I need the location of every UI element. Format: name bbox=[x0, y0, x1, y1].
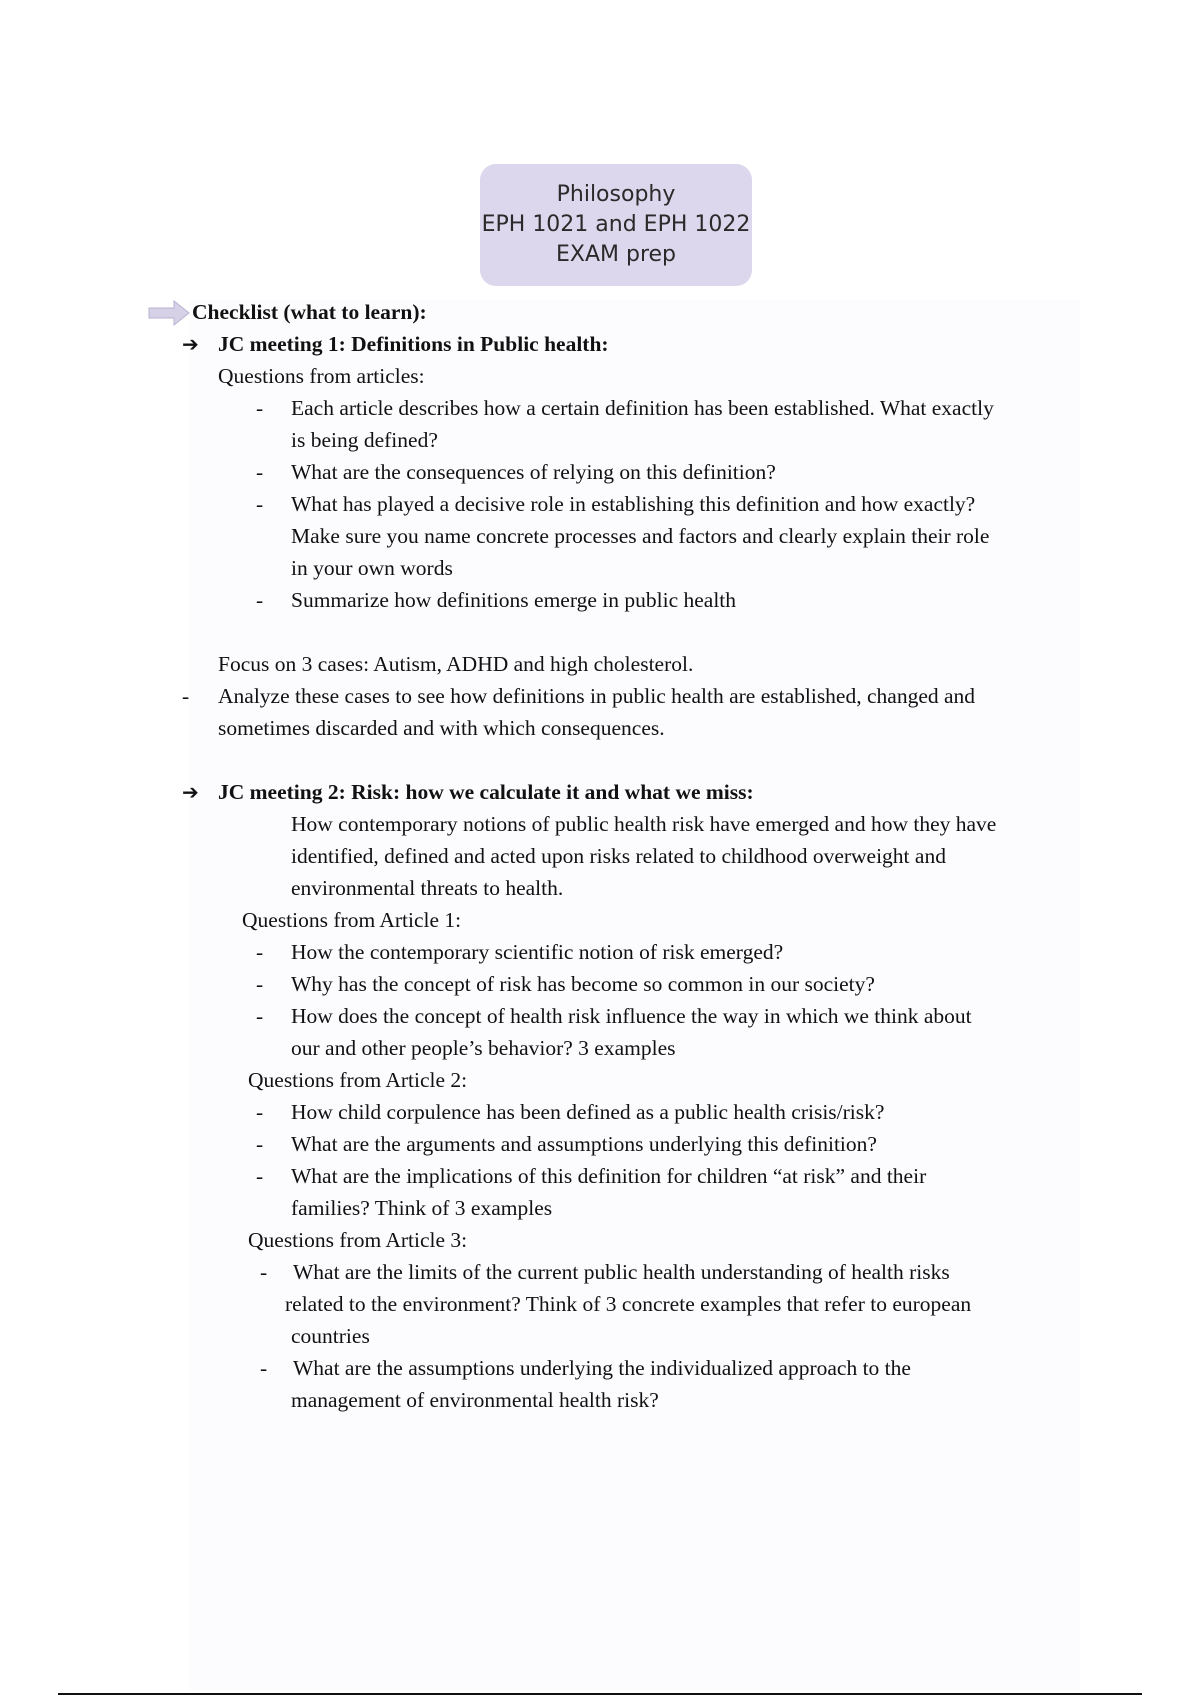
list-item-continuation: related to the environment? Think of 3 concrete examples that refer to european bbox=[285, 1292, 972, 1316]
list-item-text: What are the consequences of relying on this definition? bbox=[291, 460, 776, 484]
bullet-dash: - bbox=[256, 1164, 264, 1188]
checklist-heading-row bbox=[0, 296, 1200, 328]
bullet-dash: - bbox=[256, 460, 264, 484]
title-box bbox=[480, 164, 752, 286]
spacer bbox=[0, 616, 1200, 648]
document-body bbox=[0, 296, 1200, 1416]
list-item bbox=[0, 1128, 1200, 1160]
list-item-text: Analyze these cases to see how definitions in public health are established, changed and bbox=[218, 684, 976, 708]
list-item-continuation: families? Think of 3 examples bbox=[291, 1196, 553, 1220]
list-item-text: What are the limits of the current public health understanding of health risks bbox=[293, 1260, 950, 1284]
list-item-text: How child corpulence has been defined as a public health crisis/risk? bbox=[291, 1100, 885, 1124]
meeting2-heading: JC meeting 2: Risk: how we calculate it and what we miss: bbox=[218, 780, 754, 804]
title-courses: EPH 1021 and EPH 1022 bbox=[481, 212, 751, 237]
article3-label: Questions from Article 3: bbox=[248, 1228, 468, 1252]
article2-label: Questions from Article 2: bbox=[248, 1068, 468, 1092]
list-item-text: What are the implications of this definition for children “at risk” and their bbox=[291, 1164, 927, 1188]
bullet-dash: - bbox=[256, 940, 264, 964]
meeting2-intro: environmental threats to health. bbox=[291, 876, 564, 900]
meeting1-questions-label: Questions from articles: bbox=[218, 364, 425, 388]
list-item-continuation: is being defined? bbox=[291, 428, 438, 452]
list-item bbox=[0, 456, 1200, 488]
bullet-dash: - bbox=[256, 396, 264, 420]
list-item bbox=[0, 1000, 1200, 1032]
bullet-dash: - bbox=[182, 684, 190, 708]
list-item bbox=[0, 1352, 1200, 1384]
list-item-text: What are the arguments and assumptions underlying this definition? bbox=[291, 1132, 877, 1156]
list-item bbox=[0, 1160, 1200, 1192]
bullet-dash: - bbox=[256, 1100, 264, 1124]
bullet-dash: - bbox=[260, 1260, 268, 1284]
bullet-dash: - bbox=[256, 972, 264, 996]
meeting2-marker-icon: ➔ bbox=[182, 780, 199, 804]
arrow-right-icon bbox=[148, 300, 190, 326]
list-item-continuation: management of environmental health risk? bbox=[291, 1388, 659, 1412]
list-item-text: Summarize how definitions emerge in public health bbox=[291, 588, 737, 612]
title-subject: Philosophy bbox=[556, 182, 676, 207]
meeting1-heading: JC meeting 1: Definitions in Public health: bbox=[218, 332, 609, 356]
list-item-continuation: in your own words bbox=[291, 556, 453, 580]
bullet-dash: - bbox=[256, 492, 264, 516]
list-item-text: How does the concept of health risk influence the way in which we think about bbox=[291, 1004, 972, 1028]
bullet-dash: - bbox=[260, 1356, 268, 1380]
list-item-continuation: sometimes discarded and with which consequences. bbox=[218, 716, 665, 740]
spacer bbox=[0, 744, 1200, 776]
bullet-dash: - bbox=[256, 1132, 264, 1156]
article1-label: Questions from Article 1: bbox=[242, 908, 462, 932]
list-item bbox=[0, 936, 1200, 968]
list-item bbox=[0, 584, 1200, 616]
list-item-text: How the contemporary scientific notion of risk emerged? bbox=[291, 940, 784, 964]
list-item-text: Each article describes how a certain definition has been established. What exactly bbox=[291, 396, 994, 420]
list-item bbox=[0, 392, 1200, 424]
list-item bbox=[0, 1096, 1200, 1128]
list-item bbox=[0, 1256, 1200, 1288]
list-item-text: Why has the concept of risk has become so common in our society? bbox=[291, 972, 875, 996]
meeting1-marker-icon: ➔ bbox=[182, 332, 199, 356]
list-item-text: What has played a decisive role in establishing this definition and how exactly? bbox=[291, 492, 976, 516]
list-item-text: What are the assumptions underlying the individualized approach to the bbox=[293, 1356, 911, 1380]
list-item-continuation: countries bbox=[291, 1324, 370, 1348]
bullet-dash: - bbox=[256, 1004, 264, 1028]
bottom-divider bbox=[58, 1693, 1142, 1695]
list-item bbox=[0, 680, 1200, 712]
checklist-heading: Checklist (what to learn): bbox=[192, 300, 427, 324]
meeting2-heading-row bbox=[0, 776, 1200, 808]
title-purpose: EXAM prep bbox=[555, 242, 677, 267]
list-item bbox=[0, 488, 1200, 520]
list-item-continuation: Make sure you name concrete processes and factors and clearly explain their role bbox=[291, 524, 990, 548]
focus-cases: Focus on 3 cases: Autism, ADHD and high cholesterol. bbox=[218, 652, 694, 676]
meeting2-intro: How contemporary notions of public health risk have emerged and how they have bbox=[291, 812, 997, 836]
list-item-continuation: our and other people’s behavior? 3 examples bbox=[291, 1036, 676, 1060]
list-item bbox=[0, 968, 1200, 1000]
bullet-dash: - bbox=[256, 588, 264, 612]
meeting1-heading-row bbox=[0, 328, 1200, 360]
meeting2-intro: identified, defined and acted upon risks related to childhood overweight and bbox=[291, 844, 946, 868]
